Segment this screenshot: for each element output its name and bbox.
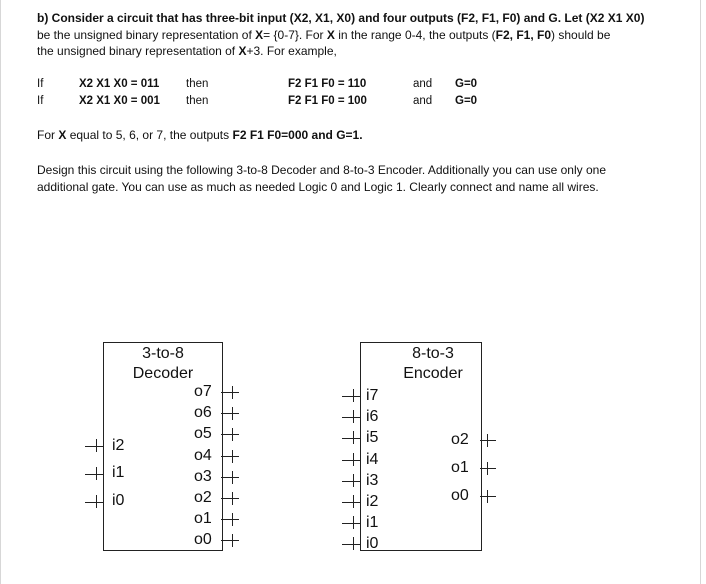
intro-x-eq: X xyxy=(255,27,264,42)
encoder-input-tick-i1 xyxy=(353,516,354,529)
intro-x-bits: X2 X1 X0 xyxy=(589,11,641,25)
decoder-output-wire-o4[interactable] xyxy=(221,456,239,457)
encoder-input-tick-i5 xyxy=(353,431,354,444)
special-case xyxy=(37,127,363,144)
intro-inputs: X2, X1, X0 xyxy=(293,11,352,25)
decoder-output-wire-o2[interactable] xyxy=(221,498,239,499)
intro-line-2 xyxy=(37,27,644,44)
example-if: If xyxy=(37,95,44,107)
decoder-output-label-o6: o6 xyxy=(194,404,212,421)
intro-f: F2, F1, F0 xyxy=(495,27,552,42)
intro-g: G xyxy=(548,11,558,25)
intro-line3a: the unsigned binary representation of xyxy=(37,44,239,58)
encoder-input-tick-i7 xyxy=(353,389,354,402)
decoder-title-line1: 3-to-8 xyxy=(142,345,184,362)
decoder-output-wire-o5[interactable] xyxy=(221,434,239,435)
special-prefix: For xyxy=(37,128,59,142)
encoder-input-tick-i0 xyxy=(353,537,354,550)
decoder-input-wire-i1[interactable] xyxy=(85,474,103,475)
example-output: F2 F1 F0 = 110 xyxy=(288,78,367,90)
encoder-input-label-i7: i7 xyxy=(366,387,379,404)
encoder-output-label-o0: o0 xyxy=(451,487,469,504)
decoder-input-label-i1: i1 xyxy=(112,464,125,481)
decoder-output-label-o5: o5 xyxy=(194,425,212,442)
encoder-output-label-o2: o2 xyxy=(451,431,469,448)
intro-x3: X xyxy=(238,44,247,58)
encoder-output-wire-o0[interactable] xyxy=(480,496,496,497)
intro-line2c: in the range 0-4, the outputs ( xyxy=(334,27,496,42)
decoder-output-wire-o3[interactable] xyxy=(221,477,239,478)
decoder-input-label-i0: i0 xyxy=(112,492,125,509)
encoder-input-wire-i3[interactable] xyxy=(342,481,360,482)
special-middle: equal to 5, 6, or 7, the outputs xyxy=(66,128,233,142)
intro-mid1: ) and four outputs ( xyxy=(351,11,462,25)
page-border-left xyxy=(0,0,1,584)
example-output: F2 F1 F0 = 100 xyxy=(288,95,367,107)
encoder-input-label-i2: i2 xyxy=(366,493,379,510)
encoder-input-label-i4: i4 xyxy=(366,451,379,468)
example-g: G=0 xyxy=(455,78,478,90)
example-g: G=0 xyxy=(455,95,478,107)
design-instructions xyxy=(37,162,606,195)
encoder-output-label-o1: o1 xyxy=(451,459,469,476)
encoder-title-line1: 8-to-3 xyxy=(412,345,454,362)
intro-line-1 xyxy=(37,10,644,27)
decoder-output-label-o1: o1 xyxy=(194,510,212,527)
special-tail: F2 F1 F0=000 and G=1. xyxy=(232,128,363,142)
decoder-input-wire-i2[interactable] xyxy=(85,446,103,447)
decoder-input-tick-i1 xyxy=(96,467,97,480)
intro-line2d: ) should be xyxy=(551,27,611,42)
decoder-input-tick-i2 xyxy=(96,439,97,452)
encoder-title xyxy=(380,344,486,384)
encoder-output-wire-o2[interactable] xyxy=(480,440,496,441)
intro-x: X xyxy=(326,27,335,42)
design-line-2: additional gate. You can use as much as needed Logic 0 and Logic 1. Clearly connect and name all wires. xyxy=(37,179,599,194)
decoder-output-label-o4: o4 xyxy=(194,447,212,464)
decoder-input-wire-i0[interactable] xyxy=(85,502,103,503)
example-then: then xyxy=(186,78,209,90)
encoder-input-label-i1: i1 xyxy=(366,514,379,531)
decoder-output-label-o3: o3 xyxy=(194,468,212,485)
problem-intro xyxy=(37,10,644,60)
example-and: and xyxy=(413,95,433,107)
intro-mid2: ) and xyxy=(516,11,549,25)
design-line-1: Design this circuit using the following 3-to-8 Decoder and 8-to-3 Encoder. Additionally you can use only one xyxy=(37,163,606,177)
decoder-title xyxy=(110,344,216,384)
decoder-title-line2: Decoder xyxy=(132,365,194,382)
intro-line3b: +3. For example, xyxy=(246,44,337,58)
example-and: and xyxy=(413,78,433,90)
encoder-input-wire-i7[interactable] xyxy=(342,396,360,397)
encoder-title-line2: Encoder xyxy=(403,365,463,382)
decoder-output-wire-o0[interactable] xyxy=(221,540,239,541)
encoder-input-tick-i4 xyxy=(353,453,354,466)
decoder-output-label-o7: o7 xyxy=(194,383,212,400)
encoder-input-wire-i2[interactable] xyxy=(342,502,360,503)
intro-line-3 xyxy=(37,43,644,60)
intro-mid3: . Let ( xyxy=(557,11,590,25)
decoder-output-label-o0: o0 xyxy=(194,531,212,548)
encoder-input-label-i6: i6 xyxy=(366,408,379,425)
intro-outputs: F2, F1, F0 xyxy=(461,11,517,25)
example-if: If xyxy=(37,78,44,90)
example-input: X2 X1 X0 = 001 xyxy=(79,95,160,107)
encoder-input-tick-i3 xyxy=(353,474,354,487)
encoder-input-wire-i0[interactable] xyxy=(342,544,360,545)
encoder-input-wire-i5[interactable] xyxy=(342,438,360,439)
decoder-output-wire-o7[interactable] xyxy=(221,392,239,393)
intro-line2a: be the unsigned binary representation of xyxy=(37,27,256,42)
decoder-input-label-i2: i2 xyxy=(112,437,125,454)
encoder-input-wire-i1[interactable] xyxy=(342,523,360,524)
encoder-input-tick-i2 xyxy=(353,495,354,508)
decoder-output-wire-o1[interactable] xyxy=(221,519,239,520)
encoder-input-label-i0: i0 xyxy=(366,535,379,552)
decoder-output-label-o2: o2 xyxy=(194,489,212,506)
decoder-output-wire-o6[interactable] xyxy=(221,413,239,414)
intro-prefix: b) Consider a circuit that has three-bit input ( xyxy=(37,11,294,25)
encoder-output-wire-o1[interactable] xyxy=(480,468,496,469)
encoder-input-wire-i6[interactable] xyxy=(342,417,360,418)
encoder-input-tick-i6 xyxy=(353,410,354,423)
intro-line2b: = {0-7}. For xyxy=(263,27,327,42)
page-border-right xyxy=(700,0,701,584)
decoder-input-tick-i0 xyxy=(96,495,97,508)
intro-mid4: ) xyxy=(640,11,645,25)
encoder-input-wire-i4[interactable] xyxy=(342,460,360,461)
special-x: X xyxy=(58,128,67,142)
encoder-input-label-i5: i5 xyxy=(366,429,379,446)
example-then: then xyxy=(186,95,209,107)
example-input: X2 X1 X0 = 011 xyxy=(79,78,160,90)
encoder-input-label-i3: i3 xyxy=(366,472,379,489)
